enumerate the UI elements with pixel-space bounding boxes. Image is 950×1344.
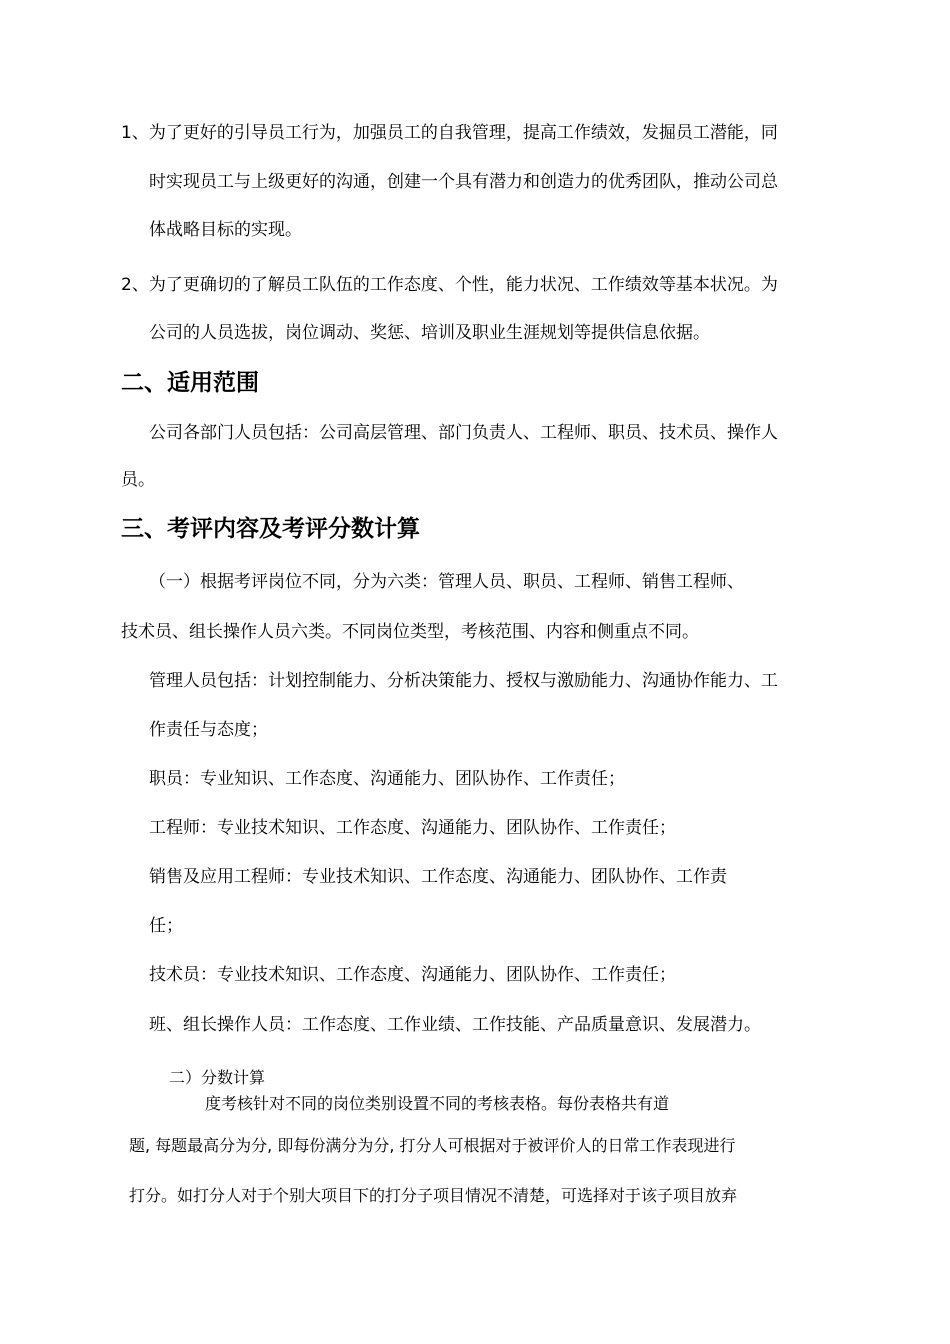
scope-line-2: 员。 xyxy=(121,470,155,490)
purpose-item-2-line-2: 公司的人员选拔，岗位调动、奖惩、培训及职业生涯规划等提供信息依据。 xyxy=(149,323,710,343)
scoring-line-1: 度考核针对不同的岗位类别设置不同的考核表格。每份表格共有道 xyxy=(205,1094,670,1113)
purpose-item-1-line-2: 时实现员工与上级更好的沟通，创建一个具有潜力和创造力的优秀团队，推动公司总 xyxy=(149,172,778,192)
operators-line: 班、组长操作人员：工作态度、工作业绩、工作技能、产品质量意识、发展潜力。 xyxy=(149,1015,761,1035)
scoring-line-3: 打分。如打分人对于个别大项目下的打分子项目情况不清楚，可选择对于该子项目放弃 xyxy=(129,1186,738,1205)
content-heading: 三、考评内容及考评分数计算 xyxy=(121,516,420,542)
managers-line-2: 作责任与态度； xyxy=(149,720,268,740)
category-intro-line-1: （一）根据考评岗位不同，分为六类：管理人员、职员、工程师、销售工程师、 xyxy=(149,572,744,592)
category-intro-line-2: 技术员、组长操作人员六类。不同岗位类型，考核范围、内容和侧重点不同。 xyxy=(121,622,699,642)
purpose-item-1-line-3: 体战略目标的实现。 xyxy=(149,220,302,240)
scoring-title: 二）分数计算 xyxy=(169,1068,266,1087)
purpose-item-2-line-1: 2、为了更确切的了解员工队伍的工作态度、个性，能力状况、工作绩效等基本状况。为 xyxy=(121,275,778,295)
scoring-line-2: 题, 每题最高分为分, 即每份满分为分, 打分人可根据对于被评价人的日常工作表现进行 xyxy=(129,1136,736,1155)
sales-line-2: 任； xyxy=(149,916,183,936)
engineers-line: 工程师：专业技术知识、工作态度、沟通能力、团队协作、工作责任； xyxy=(149,818,676,838)
managers-line-1: 管理人员包括：计划控制能力、分析决策能力、授权与激励能力、沟通协作能力、工 xyxy=(149,671,778,691)
technicians-line: 技术员：专业技术知识、工作态度、沟通能力、团队协作、工作责任； xyxy=(149,965,676,985)
purpose-item-1-line-1: 1、为了更好的引导员工行为，加强员工的自我管理，提高工作绩效，发掘员工潜能，同 xyxy=(121,123,778,143)
scope-heading: 二、适用范围 xyxy=(121,370,259,396)
scope-line-1: 公司各部门人员包括：公司高层管理、部门负责人、工程师、职员、技术员、操作人 xyxy=(149,423,778,443)
staff-line: 职员：专业知识、工作态度、沟通能力、团队协作、工作责任； xyxy=(149,769,625,789)
sales-line-1: 销售及应用工程师：专业技术知识、工作态度、沟通能力、团队协作、工作责 xyxy=(149,867,727,887)
